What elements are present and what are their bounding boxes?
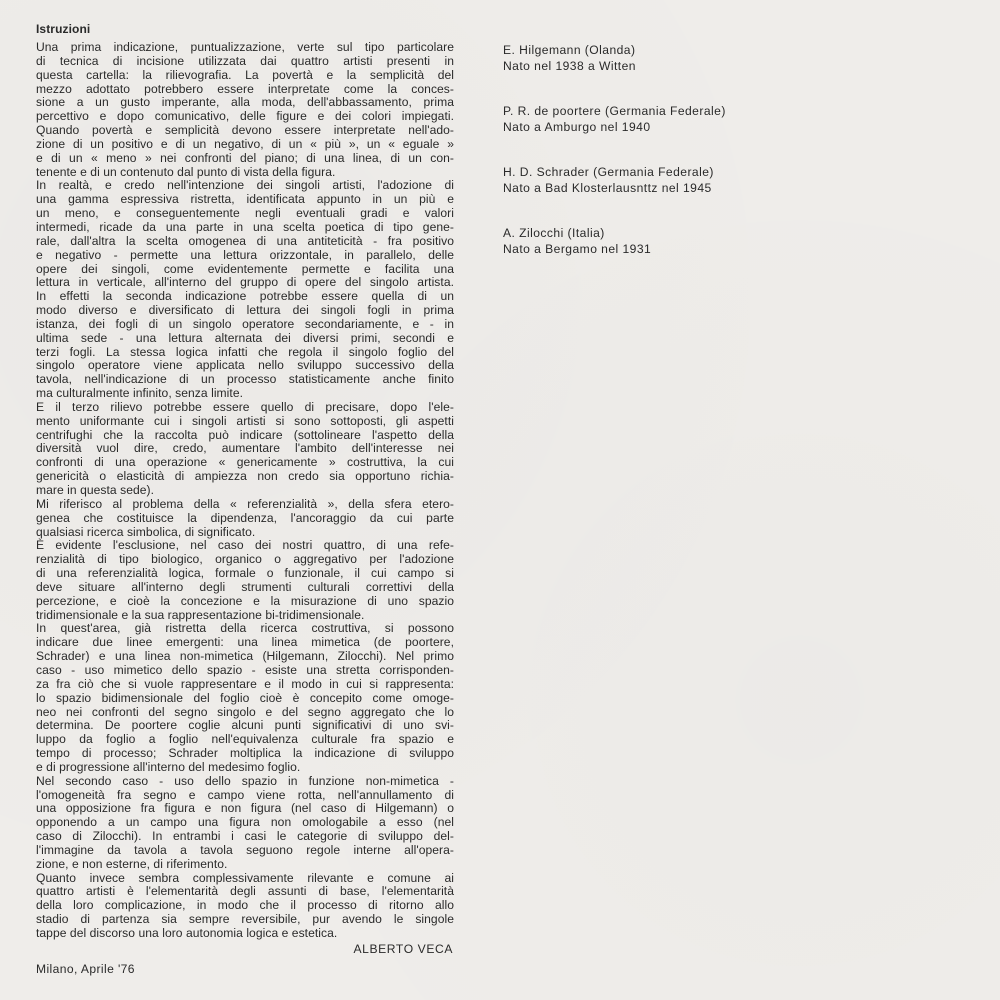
essay-line: intermedi, ricade da una parte in una scelta poetica di tipo gene- [36,219,454,234]
essay-line: questa cartella: la rilievografia. La povertà e la semplicità del [36,67,454,82]
essay-line: della loro complicazione, in modo che il processo di ritorno allo [36,898,454,913]
artist-entry [503,42,863,74]
essay-line: modo diverso e diversificato di lettura dei singoli fogli in prima [36,303,454,318]
artists-list [503,42,863,286]
artist-name: H. D. Schrader (Germania Federale) [503,165,714,179]
essay-line: caso - uso mimetico dello spazio - esiste una stretta corrisponden- [36,662,454,677]
essay-line: za fra ciò che si vuole rappresentare e il modo in cui si rappresenta: [36,676,454,691]
essay-line: diversità vuol dire, credo, aumentare l'ambito dell'interesse nei [36,441,454,456]
essay-line: lo spazio bidimensionale del foglio cioè è concepito come omoge- [36,690,454,705]
essay-line: tempo di processo; Schrader moltiplica la indicazione di sviluppo [36,746,454,761]
essay-line: rale, dall'altra la scelta omogenea di una antiteticità - fra positivo [36,233,454,248]
artist-entry [503,103,863,135]
essay-line: Quando povertà e semplicità devono essere interpretate nell'ado- [36,123,454,138]
essay-line: opponendo a un campo una figura non omologabile a esso (nel [36,815,454,830]
author-signature: ALBERTO VECA [353,941,453,956]
essay-line: E il terzo rilievo potrebbe essere quello di precisare, dopo l'ele- [36,399,454,414]
essay-line: zione, e non esterne, di riferimento. [36,856,228,871]
essay-line: centrifughi che la raccolta può indicare (sottolineare l'aspetto della [36,427,454,442]
essay-line: una opposizione fra figura e non figura (nel caso di Hilgemann) o [36,801,454,816]
essay-title: Istruzioni [36,22,91,36]
essay-line: un meno, e conseguentemente negli eventuali gradi e valori [36,206,454,221]
essay-line: terzi fogli. La stessa logica infatti che regola il singolo foglio del [36,344,454,359]
essay-line: confronti di una operazione « genericamente » costruttiva, la cui [36,455,454,470]
essay-line: In effetti la seconda indicazione potrebbe essere quella di un [36,289,454,304]
essay-line: l'omogeneità fra segno e campo viene rotta, nell'annullamento di [36,787,454,802]
essay-line: Nel secondo caso - uso dello spazio in funzione non-mimetica - [36,773,454,788]
artist-name: A. Zilocchi (Italia) [503,226,605,240]
essay-line: mare in questa sede). [36,483,155,497]
place-date: Milano, Aprile '76 [36,961,135,976]
artist-entry [503,225,863,257]
essay-line: tavola, nell'indicazione di un processo statisticamente anche finito [36,372,454,387]
artist-name: P. R. de poortere (Germania Federale) [503,104,726,118]
essay-line: mezzo adottato potrebbero essere interpretate come la conces- [36,81,454,96]
essay-line: qualsiasi ricerca simbolica, di significato. [36,524,256,539]
essay-line: lettura in verticale, all'interno del gruppo di opere del singolo artista. [36,275,454,290]
essay-line: In realtà, e credo nell'intenzione dei singoli artisti, l'adozione di [36,178,454,193]
essay-line: e di progressione all'interno del medesimo foglio. [36,759,301,774]
essay-line: renzialità di tipo biologico, organico o aggregativo per l'adozione [36,552,454,567]
essay-line: sione a un gusto imperante, alla moda, dell'abbassamento, prima [36,95,454,110]
essay-line: neo nei confronti del segno singolo e del segno aggregato che lo [36,704,454,719]
essay-line: percezione, e cioè la concezione e la misurazione di uno spazio [36,593,454,608]
essay-line: stadio di partenza sia sempre reversibile, pur avendo le singole [36,912,454,927]
artist-entry [503,164,863,196]
essay-line: e di un « meno » nei confronti del piano; di una linea, di un con- [36,150,454,165]
essay-line: Quanto invece sembra complessivamente rilevante e comune ai [36,870,454,885]
essay-line: una gamma espressiva ristretta, identificata appunto in un più e [36,192,454,207]
artist-birth: Nato a Bad Klosterlausnttz nel 1945 [503,181,712,195]
essay-line: luppo da foglio a foglio nell'equivalenza culturale fra spazio e [36,732,454,747]
essay-line: opere dei singoli, come evidentemente permette e facilita una [36,261,454,276]
essay-line: di una referenzialità logica, formale o funzionale, il cui campo si [36,566,454,581]
essay-line: genea che costituisce la dipendenza, l'ancoraggio da cui parte [36,510,454,525]
artist-birth: Nato a Bergamo nel 1931 [503,242,652,256]
essay-line: tappe del discorso una loro autonomia logica e estetica. [36,926,338,940]
essay-line: zione di un positivo e di un negativo, di un « più », un « eguale » [36,136,454,151]
essay-line: deve situare all'interno degli strumenti culturali correttivi della [36,579,454,594]
essay-line: Mi riferisco al problema della « referenzialità », della sfera etero- [36,496,454,511]
essay-line: indicare due linee emergenti: una linea mimetica (de poortere, [36,635,454,650]
essay-column [36,22,454,976]
essay-line: tenente e di un contenuto dal punto di vista della figura. [36,164,336,179]
artist-birth: Nato a Amburgo nel 1940 [503,120,651,134]
essay-line: ma culturalmente infinito, senza limite. [36,386,244,401]
artist-name: E. Hilgemann (Olanda) [503,43,636,57]
essay-line: È evidente l'esclusione, nel caso dei nostri quattro, di una refe- [36,538,454,553]
essay-line: e negativo - permette una lettura orizzontale, in parallelo, delle [36,247,454,262]
essay-line: percettivo e dopo comunicativo, delle figure e dei colori impiegati. [36,109,454,124]
essay-line: In quest'area, già ristretta della ricerca costruttiva, si possono [36,621,454,636]
essay-line: di tecnica di incisione utilizzata dai quattro artisti presenti in [36,53,454,68]
essay-line: istanza, dei fogli di un singolo operatore secondariamente, e - in [36,316,454,331]
essay-line: caso di Zilocchi). In entrambi i casi le categorie di sviluppo del- [36,829,454,844]
essay-line: determina. De poortere coglie alcuni punti significativi di uno svi- [36,718,454,733]
artist-birth: Nato nel 1938 a Witten [503,59,636,73]
essay-line: Schrader) e una linea non-mimetica (Hilgemann, Zilocchi). Nel primo [36,649,454,664]
essay-line: tridimensionale e la sua rappresentazione bi-tridimensionale. [36,607,365,622]
essay-line: l'immagine da tavola a tavola seguono regole interne all'opera- [36,842,454,857]
essay-line: ultima sede - una lettura alternata dei diversi primi, secondi e [36,330,454,345]
essay-line: Una prima indicazione, puntualizzazione, verte sul tipo particolare [36,40,454,54]
essay-line: mento uniformante cui i singoli artisti si sono sottoposti, gli aspetti [36,413,454,428]
essay-body [36,41,454,941]
essay-line: singolo operatore viene applicata nello sviluppo successivo della [36,358,454,373]
essay-line: quattro artisti è l'elementarità degli assunti di base, l'elementarità [36,884,454,899]
essay-line: genericità o elasticità di ampiezza non credo sia opportuno richia- [36,469,454,484]
